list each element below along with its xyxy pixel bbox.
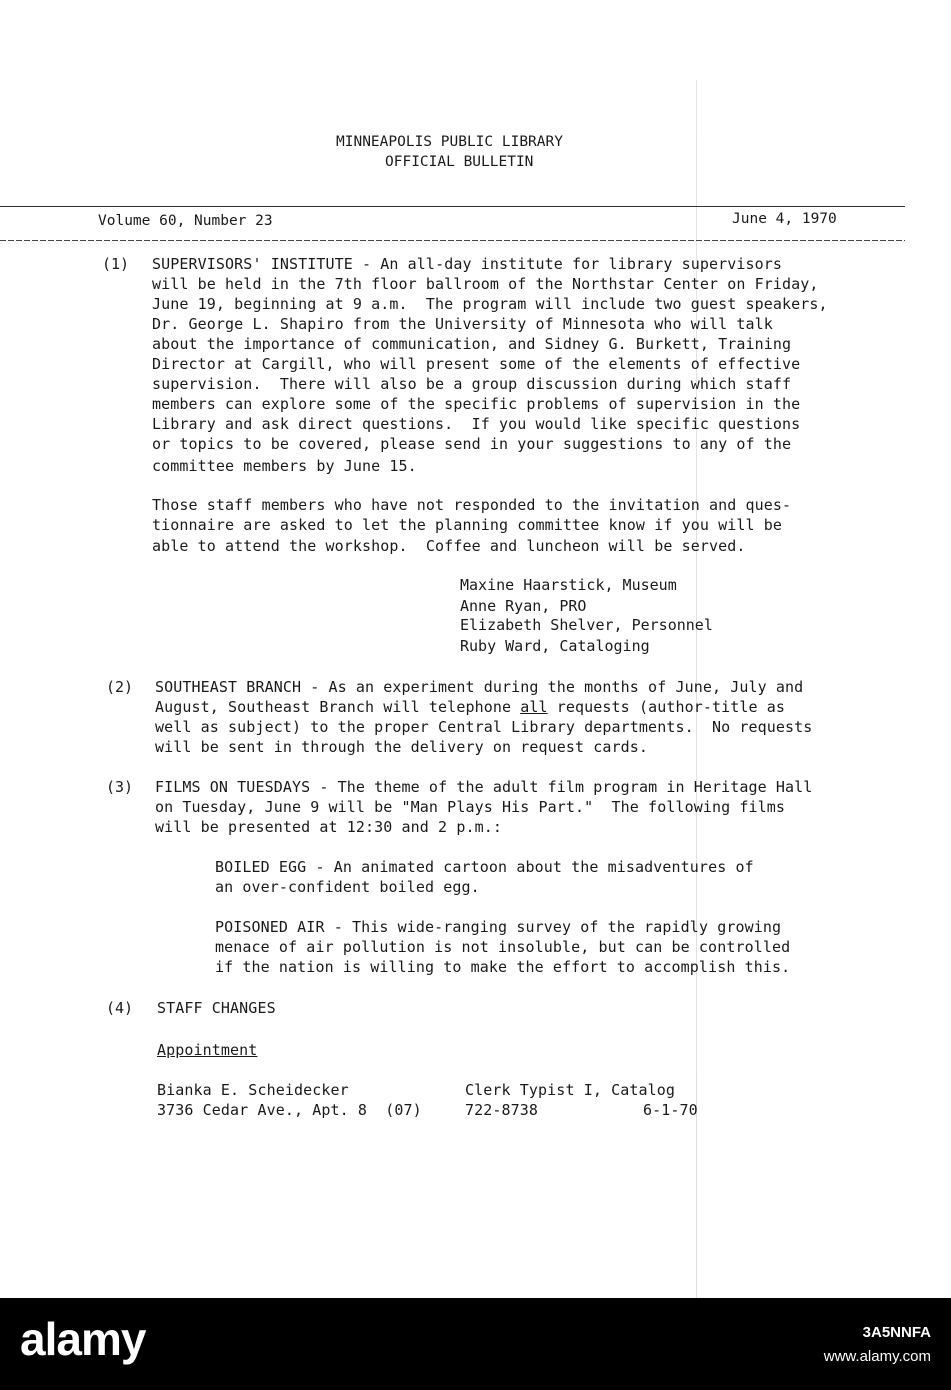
item-3-first-line: FILMS ON TUESDAYS - The theme of the adult film program in Heritage Hall — [155, 778, 813, 796]
text-line: members can explore some of the specific problems of supervision in the — [152, 395, 801, 413]
appointee-name: Bianka E. Scheidecker — [157, 1081, 349, 1099]
watermark-footer — [0, 1298, 951, 1390]
text-line: on Tuesday, June 9 will be "Man Plays His Part." The following films — [155, 798, 786, 816]
header-title: OFFICIAL BULLETIN — [385, 154, 534, 170]
appointee-address: 3736 Cedar Ave., Apt. 8 (07) — [157, 1101, 422, 1119]
text-line: about the importance of communication, and Sidney G. Burkett, Training — [152, 335, 792, 353]
film-first-line: BOILED EGG - An animated cartoon about the misadventures of — [215, 858, 754, 876]
text-line: menace of air pollution is not insoluble, but can be controlled — [215, 938, 791, 956]
image-id: 3A5NNFA — [862, 1324, 931, 1341]
appointee-position: Clerk Typist I, Catalog — [465, 1081, 676, 1099]
text-line: an over-confident boiled egg. — [215, 878, 480, 896]
effective-date: 6-1-70 — [643, 1101, 698, 1119]
text-line: Director at Cargill, who will present some of the elements of effective — [152, 355, 801, 373]
text-line: Dr. George L. Shapiro from the University of Minnesota who will talk — [152, 315, 773, 333]
item-heading: SUPERVISORS' INSTITUTE — [152, 255, 353, 273]
text-line: if the nation is willing to make the effort to accomplish this. — [215, 958, 791, 976]
text-line: well as subject) to the proper Central Library departments. No requests — [155, 718, 813, 736]
text-line: Library and ask direct questions. If you would like specific questions — [152, 415, 801, 433]
underlined-word: all — [520, 698, 548, 716]
film-title: BOILED EGG — [215, 858, 307, 876]
text-line: tionnaire are asked to let the planning committee know if you will be — [152, 516, 783, 534]
appointee-phone: 722-8738 — [465, 1101, 539, 1119]
item-2-second-line: August, Southeast Branch will telephone all requests (author-title as — [155, 698, 786, 716]
volume-number: Volume 60, Number 23 — [98, 213, 273, 229]
site-url: www.alamy.com — [823, 1348, 931, 1365]
signatory: Ruby Ward, Cataloging — [460, 637, 650, 655]
text-line: supervision. There will also be a group discussion during which staff — [152, 375, 792, 393]
text-line: or topics to be covered, please send in your suggestions to any of the — [152, 435, 792, 453]
text-line: Those staff members who have not responded to the invitation and ques- — [152, 496, 792, 514]
text-line: June 19, beginning at 9 a.m. The program will include two guest speakers, — [152, 295, 828, 313]
text-line: will be presented at 12:30 and 2 p.m.: — [155, 818, 502, 836]
text-line: committee members by June 15. — [152, 457, 417, 475]
item-2-first-line: SOUTHEAST BRANCH - As an experiment during the months of June, July and — [155, 678, 804, 696]
item-number: (2) — [106, 678, 134, 696]
text-line: will be sent in through the delivery on request cards. — [155, 738, 649, 756]
signatory: Maxine Haarstick, Museum — [460, 576, 677, 594]
text-line: able to attend the workshop. Coffee and luncheon will be served. — [152, 537, 746, 555]
film-first-line: POISONED AIR - This wide-ranging survey of the rapidly growing — [215, 918, 782, 936]
issue-date: June 4, 1970 — [732, 211, 837, 227]
header-rule-bottom — [0, 240, 905, 241]
item-number: (3) — [106, 778, 134, 796]
header-rule-top — [0, 206, 905, 207]
film-title: POISONED AIR — [215, 918, 325, 936]
signatory: Elizabeth Shelver, Personnel — [460, 616, 713, 634]
alamy-logo: alamy — [20, 1313, 146, 1365]
item-heading: FILMS ON TUESDAYS — [155, 778, 311, 796]
text-line: will be held in the 7th floor ballroom of the Northstar Center on Friday, — [152, 275, 819, 293]
item-number: (4) — [106, 999, 134, 1017]
signatory: Anne Ryan, PRO — [460, 597, 587, 615]
item-number: (1) — [102, 255, 130, 273]
item-heading: STAFF CHANGES — [157, 999, 276, 1017]
item-1-first-line: SUPERVISORS' INSTITUTE - An all-day institute for library supervisors — [152, 255, 783, 273]
subheading-appointment: Appointment — [157, 1041, 258, 1059]
header-org: MINNEAPOLIS PUBLIC LIBRARY — [336, 134, 563, 150]
item-heading: SOUTHEAST BRANCH — [155, 678, 302, 696]
